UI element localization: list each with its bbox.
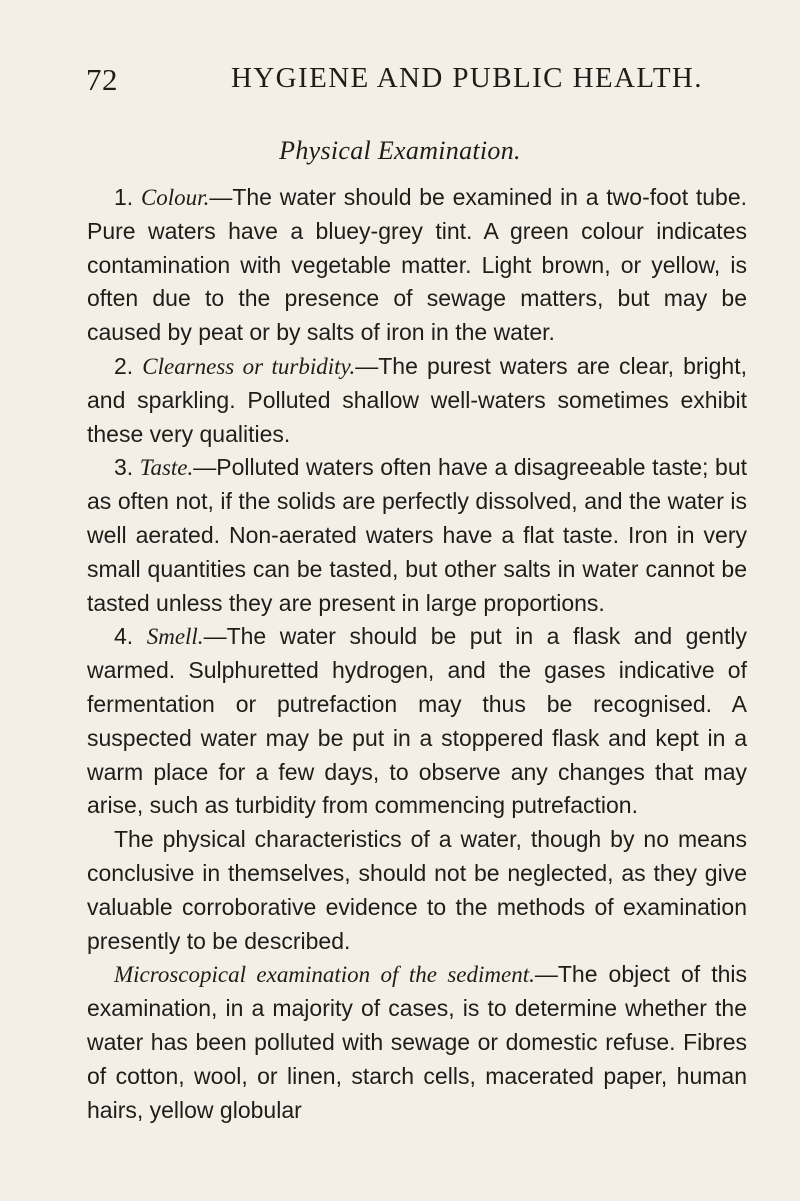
section-heading: Physical Examination. bbox=[279, 136, 521, 165]
paragraph-physical-characteristics bbox=[87, 823, 747, 958]
paragraph-text: —The object of this examination, in a majority of cases, is to determine whether the water has been polluted with sewage or domestic refuse. Fibres of cotton, wool, or linen, starch cells, macerated paper, human hairs, yellow globular bbox=[87, 961, 747, 1123]
running-head bbox=[86, 62, 740, 102]
paragraph-lead: Microscopical examination of the sediment. bbox=[114, 962, 535, 988]
paragraph-clearness bbox=[87, 350, 747, 451]
body-text bbox=[87, 181, 747, 1127]
paragraph-smell bbox=[87, 620, 747, 823]
paragraph-text: —The purest waters are clear, bright, and sparkling. Polluted shallow well-waters sometimes exhibit these very qualities. bbox=[87, 352, 747, 447]
paragraph-number: 4. bbox=[114, 623, 134, 650]
paragraph-lead: Clearness or turbidity. bbox=[142, 353, 356, 379]
paragraph-lead: Smell. bbox=[146, 624, 204, 650]
paragraph-colour bbox=[87, 181, 747, 350]
paragraph-taste bbox=[87, 451, 747, 620]
paragraph-text: —Polluted waters often have a disagreeable taste; but as often not, if the solids are perfectly dissolved, and the water is well aerated. Non-aerated waters have a flat taste. Iron in very small quantities can be tasted, but other salts in water cannot be tasted unless they are present in large proportions. bbox=[87, 454, 747, 616]
paragraph-number: 3. bbox=[114, 454, 134, 481]
paragraph-lead: Taste. bbox=[139, 455, 194, 481]
paragraph-text: —The water should be examined in a two-foot tube. Pure waters have a bluey-grey tint. A green colour indicates contamination with vegetable matter. Light brown, or yellow, is often due to the presence of sewage matters, but may be caused by peat or by salts of iron in the water. bbox=[87, 184, 748, 346]
paragraph-text: —The water should be put in a flask and gently warmed. Sulphuretted hydrogen, and the gases indicative of fermentation or putrefaction may thus be recognised. A suspected water may be put in a stoppered flask and kept in a warm place for a few days, to observe any changes that may arise, such as turbidity from commencing putrefaction. bbox=[87, 623, 748, 819]
paragraph-lead: Colour. bbox=[140, 185, 210, 210]
paragraph-text: The physical characteristics of a water, though by no means conclusive in themselves, should not be neglected, as they give valuable corroborative evidence to the methods of examination presently to be described. bbox=[87, 826, 747, 954]
paragraph-number: 1. bbox=[114, 184, 134, 210]
running-title: HYGIENE AND PUBLIC HEALTH. bbox=[231, 62, 703, 94]
page-number: 72 bbox=[86, 62, 118, 97]
paragraph-number: 2. bbox=[114, 352, 134, 379]
paragraph-microscopical-examination bbox=[87, 958, 747, 1127]
